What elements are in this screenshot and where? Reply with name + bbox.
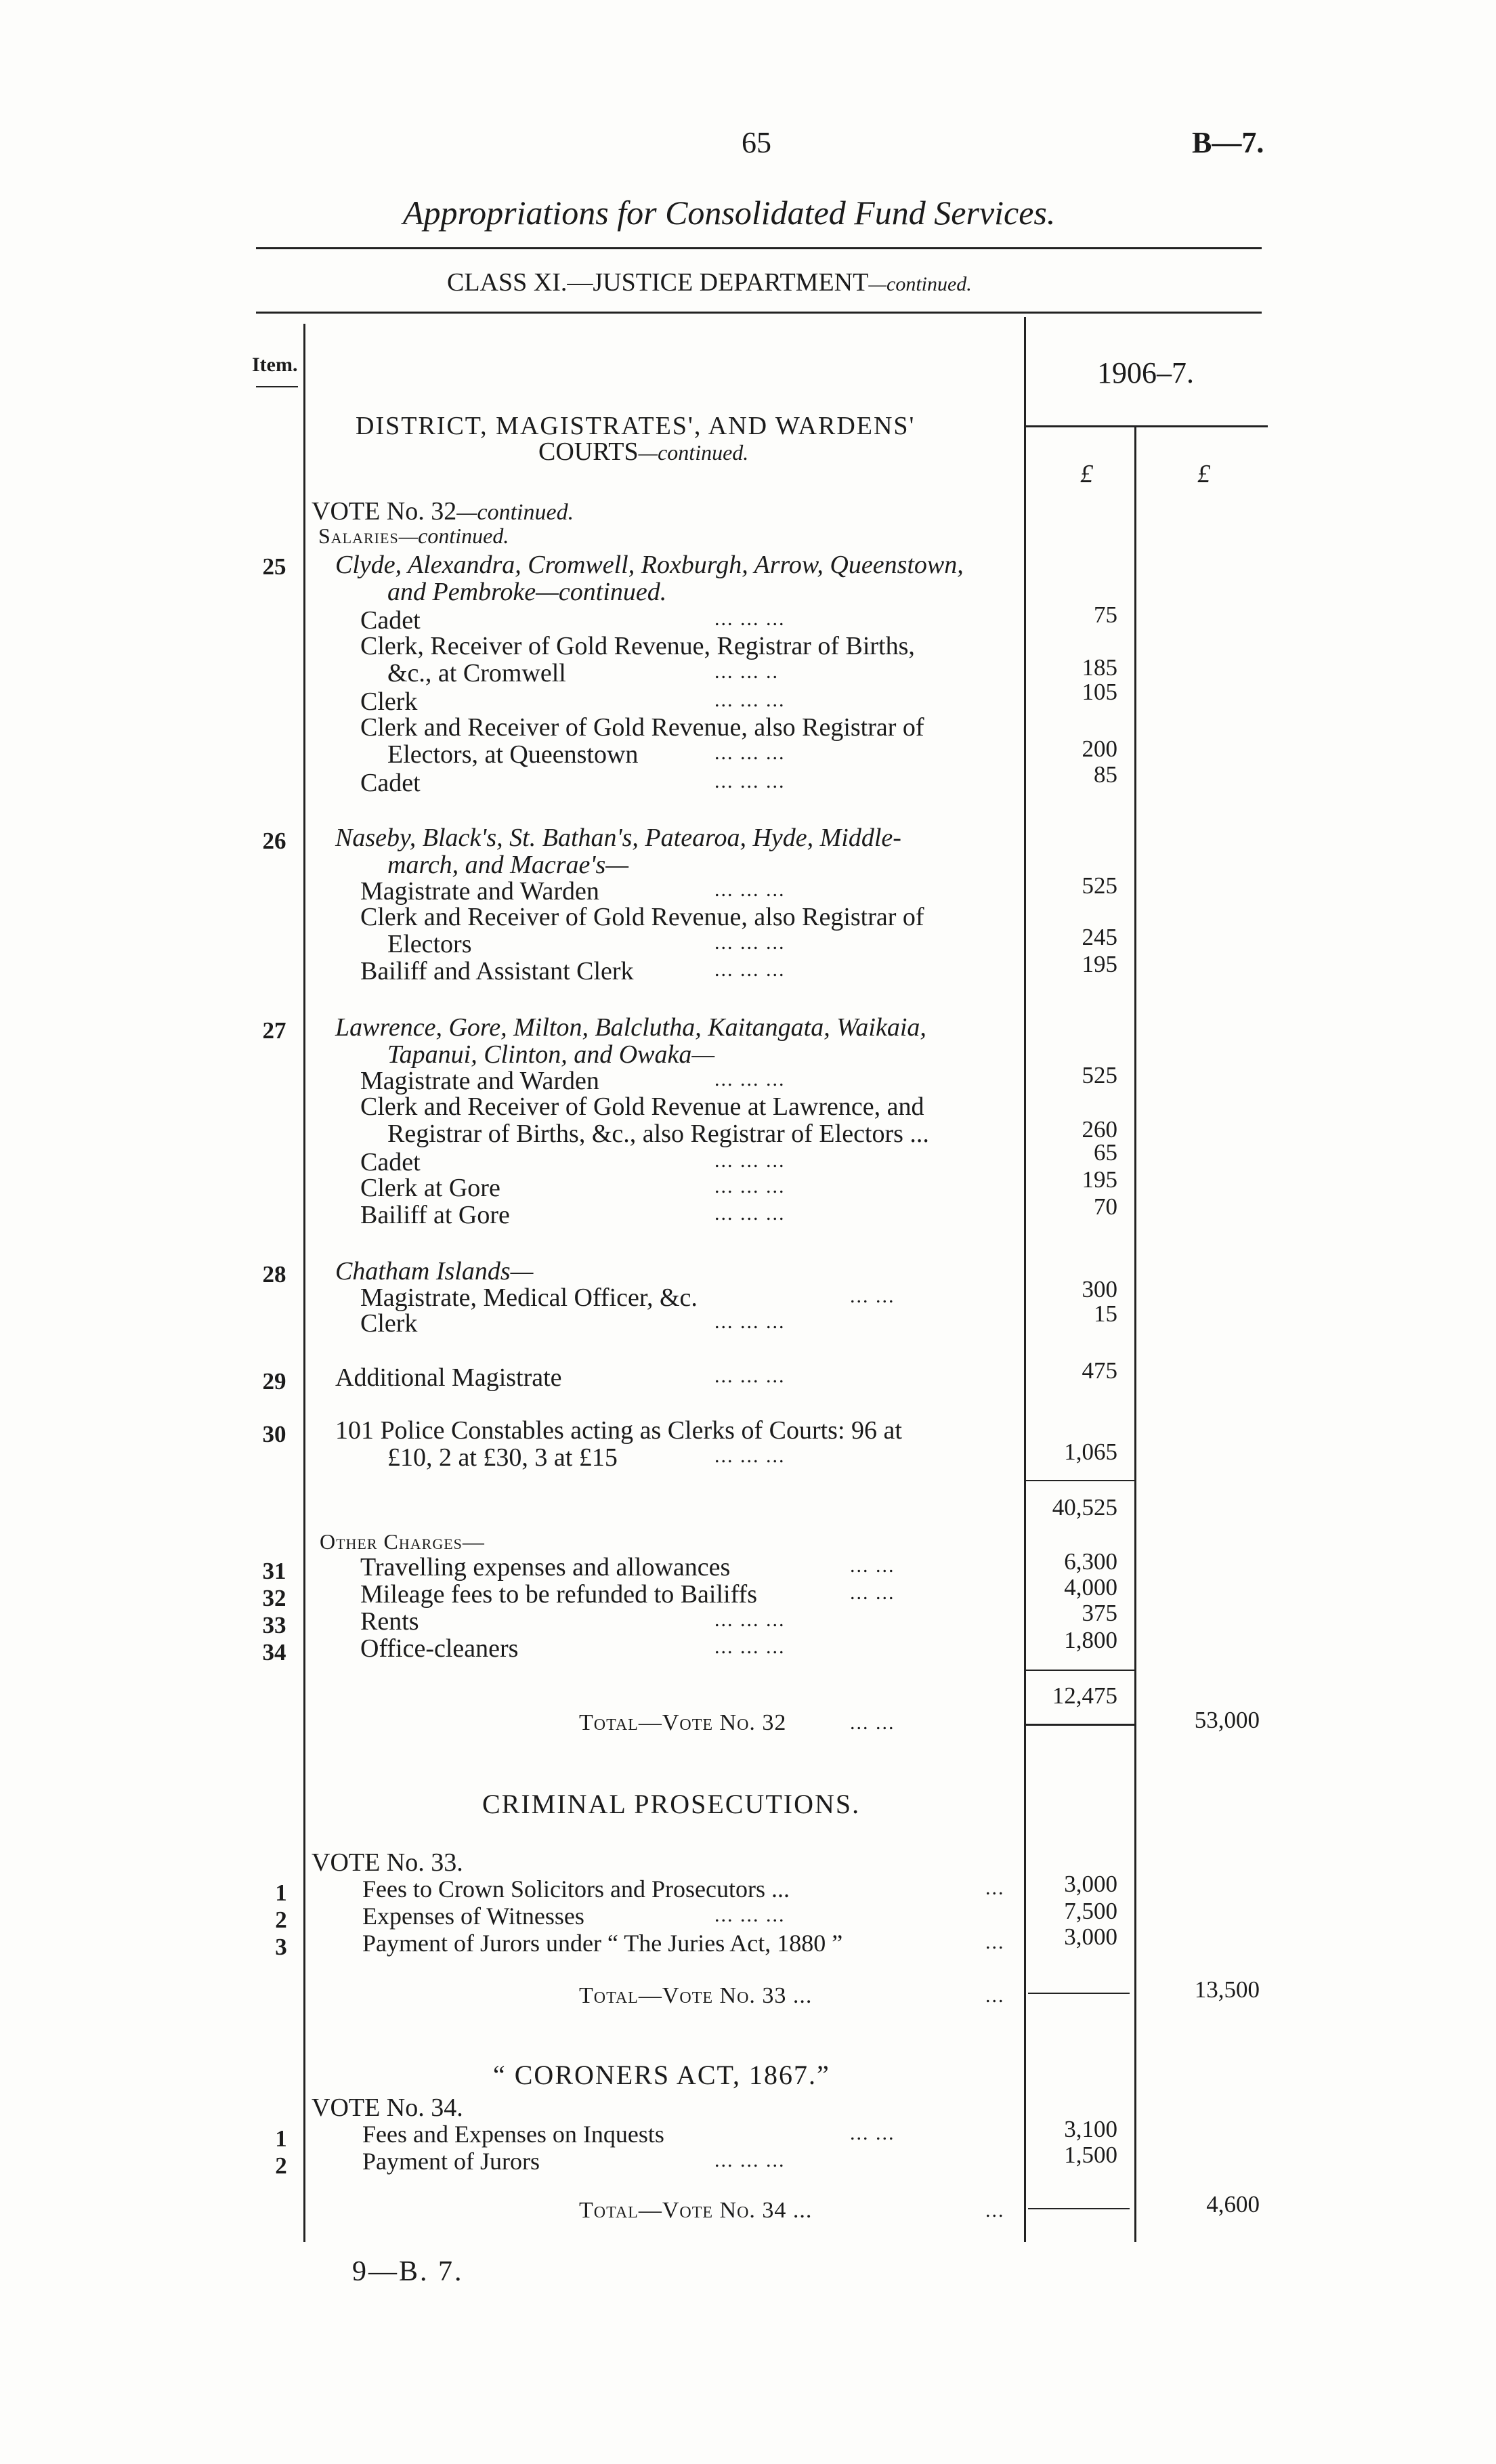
line-item-label: Bailiff and Assistant Clerk [360, 957, 634, 985]
vote-line [312, 496, 574, 526]
line-item-amount: 1,800 [1064, 1627, 1117, 1653]
line-item-label: Expenses of Witnesses [362, 1903, 584, 1930]
line-item-amount: 7,500 [1064, 1898, 1117, 1924]
line-item-amount: 475 [1082, 1357, 1117, 1384]
leader-dots: ... [985, 2199, 1005, 2222]
line-item-label: Payment of Jurors under “ The Juries Act, 1880 ” [362, 1930, 843, 1957]
line-item-amount: 200 [1082, 736, 1117, 762]
leader-dots: ... ... ... [714, 1636, 786, 1658]
line-item-label: Clerk and Receiver of Gold Revenue, also Registrar of [360, 903, 924, 931]
coroners-act-heading: “ CORONERS ACT, 1867.” [493, 2060, 830, 2090]
leader-dots: ... ... [850, 1554, 895, 1577]
vote-32-total: 53,000 [1194, 1707, 1260, 1733]
district-group-title: Clyde, Alexandra, Cromwell, Roxburgh, Arrow, Queenstown, [335, 551, 964, 579]
vote-34-total: 4,600 [1206, 2191, 1260, 2217]
line-item-amount: 75 [1094, 601, 1117, 628]
vote-32-total-label: Total—Vote No. 32 [579, 1710, 787, 1735]
class-heading-continued: —continued. [868, 273, 972, 295]
item-number: 34 [262, 1639, 286, 1665]
leader-dots: ... ... ... [714, 1149, 786, 1172]
section-heading-courts: COURTS [538, 438, 639, 466]
line-item-label: Travelling expenses and allowances [360, 1553, 731, 1581]
section-heading: DISTRICT, MAGISTRATES', AND WARDENS' [356, 412, 916, 440]
line-item-label: Cadet [360, 606, 421, 635]
line-item-label: Clerk [360, 1309, 418, 1338]
item-header-rule [256, 386, 298, 387]
leader-dots: ... ... ... [714, 1202, 786, 1225]
line-item-amount: 3,000 [1064, 1871, 1117, 1897]
line-item-amount: 1,500 [1064, 2142, 1117, 2168]
district-group-title: Naseby, Black's, St. Bathan's, Patearoa, Hyde, Middle- [335, 824, 901, 852]
vote-number: VOTE No. 32 [312, 497, 457, 526]
item-column-rule [303, 324, 305, 2242]
leader-dots: ... ... [850, 2122, 895, 2144]
pound-symbol-1: £ [1080, 460, 1093, 488]
salaries-heading [318, 524, 509, 549]
leader-dots: ... ... [850, 1712, 895, 1734]
item-number: 28 [262, 1261, 286, 1288]
line-item-label: Cadet [360, 769, 421, 797]
district-group-title-line2: and Pembroke—continued. [387, 578, 667, 606]
item-number: 30 [262, 1421, 286, 1447]
salaries-subtotal: 40,525 [1052, 1494, 1117, 1521]
section-heading-line2 [538, 437, 748, 467]
year-column-header: 1906–7. [1097, 356, 1194, 389]
criminal-prosecutions-heading: CRIMINAL PROSECUTIONS. [482, 1789, 861, 1819]
salaries-continued: —continued. [398, 524, 509, 548]
item-number: 29 [262, 1368, 286, 1395]
item-number: 27 [262, 1017, 286, 1044]
vote-34-total-label: Total—Vote No. 34 ... [579, 2198, 813, 2223]
line-item-amount: 70 [1094, 1193, 1117, 1220]
line-item-amount: 65 [1094, 1139, 1117, 1166]
leader-dots: ... [985, 1877, 1005, 1899]
title-rule [256, 247, 1262, 249]
leader-dots: ... ... ... [714, 608, 786, 630]
leader-dots: ... ... ... [714, 1609, 786, 1631]
line-item-label-line2: £10, 2 at £30, 3 at £15 [387, 1443, 618, 1472]
line-item-label: Clerk and Receiver of Gold Revenue at Lawrence, and [360, 1092, 924, 1121]
item-number: 26 [262, 828, 286, 854]
line-item-amount: 6,300 [1064, 1548, 1117, 1575]
vote-continued: —continued. [456, 500, 574, 525]
page-number: 65 [742, 126, 771, 159]
leader-dots: ... ... ... [714, 958, 786, 981]
line-item-label: Mileage fees to be refunded to Bailiffs [360, 1580, 757, 1609]
item-number: 31 [262, 1558, 286, 1584]
vote-33-total: 13,500 [1194, 1976, 1260, 2003]
line-item-label: Rents [360, 1607, 419, 1636]
district-group-title: Chatham Islands— [335, 1257, 534, 1286]
leader-dots: ... ... ... [714, 1175, 786, 1197]
year-rule [1024, 425, 1268, 427]
class-heading [447, 268, 972, 297]
line-item-label: Magistrate, Medical Officer, &c. [360, 1283, 698, 1312]
subtotal-rule [1026, 1670, 1134, 1671]
line-item-label: Additional Magistrate [335, 1363, 562, 1392]
district-group-title-line2: march, and Macrae's— [387, 851, 629, 879]
line-item-label: 101 Police Constables acting as Clerks of Courts: 96 at [335, 1416, 902, 1445]
amount-column-rule-middle [1134, 425, 1136, 2242]
line-item-amount: 525 [1082, 1062, 1117, 1088]
line-item-label: Clerk at Gore [360, 1174, 500, 1202]
line-item-amount: 300 [1082, 1276, 1117, 1302]
leader-dots: ... ... [850, 1285, 895, 1307]
line-item-amount: 185 [1082, 654, 1117, 681]
other-charges-subtotal: 12,475 [1052, 1682, 1117, 1709]
leader-dots: ... ... ... [714, 1445, 786, 1467]
line-item-amount: 3,000 [1064, 1924, 1117, 1950]
item-column-header: Item. [252, 354, 298, 376]
line-item-label: Fees and Expenses on Inquests [362, 2121, 664, 2148]
line-item-label: Bailiff at Gore [360, 1201, 510, 1229]
total-rule [1028, 2208, 1130, 2209]
line-item-amount: 3,100 [1064, 2116, 1117, 2142]
page-title: Appropriations for Consolidated Fund Services. [403, 194, 1056, 232]
line-item-amount: 245 [1082, 924, 1117, 950]
leader-dots: ... ... ... [714, 878, 786, 901]
total-rule [1026, 1724, 1134, 1726]
district-group-title: Lawrence, Gore, Milton, Balclutha, Kaitangata, Waikaia, [335, 1013, 926, 1042]
line-item-label: Magistrate and Warden [360, 1067, 599, 1095]
leader-dots: ... ... .. [714, 660, 779, 683]
printer-signature: 9—B. 7. [352, 2256, 464, 2287]
item-number: 32 [262, 1585, 286, 1611]
document-reference: B—7. [1192, 126, 1264, 159]
line-item-label: Fees to Crown Solicitors and Prosecutors ... [362, 1875, 790, 1903]
total-rule [1028, 1993, 1130, 1994]
line-item-amount: 4,000 [1064, 1574, 1117, 1600]
item-number: 3 [275, 1934, 287, 1960]
line-item-amount: 260 [1082, 1116, 1117, 1143]
line-item-amount: 195 [1082, 951, 1117, 977]
leader-dots: ... ... ... [714, 931, 786, 954]
vote-34-line: VOTE No. 34. [312, 2094, 463, 2122]
vote-33-total-label: Total—Vote No. 33 ... [579, 1983, 813, 2008]
item-number: 1 [275, 1879, 287, 1906]
leader-dots: ... ... ... [714, 770, 786, 792]
line-item-amount: 85 [1094, 761, 1117, 788]
subtotal-rule [1026, 1480, 1134, 1481]
line-item-amount: 375 [1082, 1600, 1117, 1626]
line-item-amount: 1,065 [1064, 1439, 1117, 1465]
line-item-label: Payment of Jurors [362, 2148, 540, 2175]
leader-dots: ... ... ... [714, 742, 786, 764]
line-item-label-line2: Electors, at Queenstown [387, 740, 639, 769]
leader-dots: ... ... ... [714, 1904, 786, 1926]
leader-dots: ... ... ... [714, 1311, 786, 1333]
item-number: 2 [275, 2152, 287, 2179]
leader-dots: ... ... ... [714, 1365, 786, 1387]
line-item-label: Office-cleaners [360, 1634, 519, 1663]
salaries-label: Salaries [318, 524, 399, 548]
class-heading-text: CLASS XI.—JUSTICE DEPARTMENT [447, 268, 869, 297]
pound-symbol-2: £ [1197, 460, 1210, 488]
line-item-label: Magistrate and Warden [360, 877, 599, 906]
line-item-label: Clerk, Receiver of Gold Revenue, Registrar of Births, [360, 632, 915, 660]
item-number: 33 [262, 1612, 286, 1638]
vote-33-line: VOTE No. 33. [312, 1848, 463, 1877]
line-item-label: Clerk and Receiver of Gold Revenue, also Registrar of [360, 713, 924, 742]
line-item-label-line2: Registrar of Births, &c., also Registrar of Electors ... [387, 1120, 929, 1148]
district-group-title-line2: Tapanui, Clinton, and Owaka— [387, 1040, 715, 1069]
leader-dots: ... [985, 1931, 1005, 1953]
leader-dots: ... ... ... [714, 2149, 786, 2171]
leader-dots: ... ... [850, 1581, 895, 1604]
line-item-label: Cadet [360, 1148, 421, 1176]
table-top-rule [256, 312, 1262, 314]
line-item-amount: 15 [1094, 1300, 1117, 1327]
line-item-amount: 105 [1082, 679, 1117, 705]
line-item-label-line2: &c., at Cromwell [387, 659, 566, 687]
line-item-amount: 525 [1082, 872, 1117, 899]
leader-dots: ... [985, 1984, 1005, 2007]
line-item-label-line2: Electors [387, 930, 472, 958]
item-number: 25 [262, 553, 286, 580]
other-charges-heading: Other Charges— [320, 1529, 485, 1554]
leader-dots: ... ... ... [714, 1068, 786, 1090]
leader-dots: ... ... ... [714, 689, 786, 711]
item-number: 1 [275, 2125, 287, 2152]
item-number: 2 [275, 1907, 287, 1933]
section-heading-continued: —continued. [638, 440, 749, 465]
line-item-amount: 195 [1082, 1166, 1117, 1193]
line-item-label: Clerk [360, 687, 418, 716]
